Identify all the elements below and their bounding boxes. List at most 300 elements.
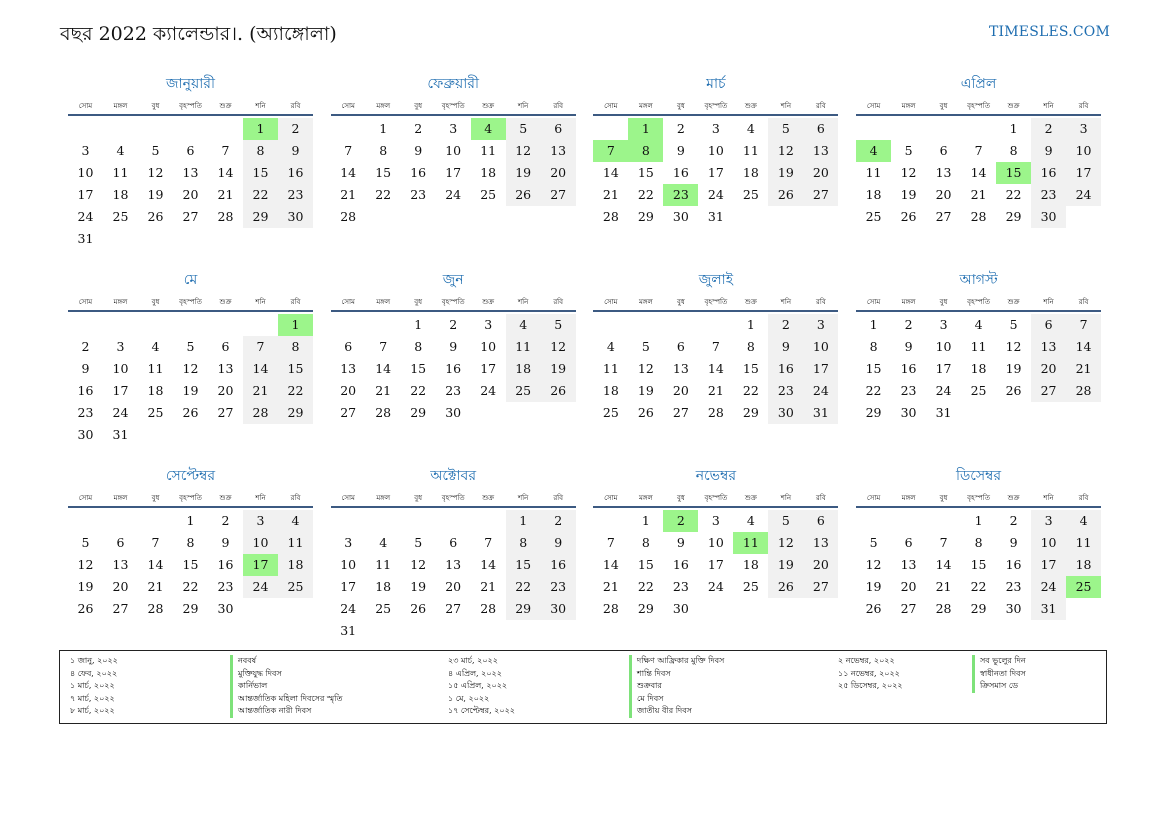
day-cell[interactable]: 5	[414, 535, 423, 550]
day-cell[interactable]: 22	[970, 579, 987, 594]
day-cell[interactable]: 2	[904, 317, 913, 332]
day-cell[interactable]: 10	[112, 361, 129, 376]
day-cell[interactable]: 20	[182, 187, 199, 202]
day-cell[interactable]: 21	[935, 579, 952, 594]
weekend-day-cell[interactable]: 6	[803, 510, 838, 532]
weekend-day-cell[interactable]: 22	[278, 380, 313, 402]
day-cell[interactable]: 27	[182, 209, 199, 224]
day-cell[interactable]: 7	[606, 535, 615, 550]
day-cell[interactable]: 11	[742, 143, 759, 158]
day-cell[interactable]: 12	[182, 361, 199, 376]
weekend-day-cell[interactable]: 5	[541, 314, 576, 336]
holiday-day-cell[interactable]: 4	[856, 140, 891, 162]
day-cell[interactable]: 2	[414, 121, 423, 136]
day-cell[interactable]: 23	[900, 383, 917, 398]
day-cell[interactable]: 2	[1009, 513, 1018, 528]
day-cell[interactable]: 15	[182, 557, 199, 572]
day-cell[interactable]: 13	[445, 557, 462, 572]
weekend-day-cell[interactable]: 13	[803, 532, 838, 554]
weekend-day-cell[interactable]: 27	[803, 576, 838, 598]
day-cell[interactable]: 30	[217, 601, 234, 616]
day-cell[interactable]: 23	[217, 579, 234, 594]
weekend-day-cell[interactable]: 25	[506, 380, 541, 402]
weekend-day-cell[interactable]: 11	[506, 336, 541, 358]
day-cell[interactable]: 20	[935, 187, 952, 202]
day-cell[interactable]: 17	[445, 165, 462, 180]
day-cell[interactable]: 15	[637, 557, 654, 572]
weekend-day-cell[interactable]: 17	[803, 358, 838, 380]
day-cell[interactable]: 21	[147, 579, 164, 594]
day-cell[interactable]: 25	[970, 383, 987, 398]
day-cell[interactable]: 6	[344, 339, 353, 354]
day-cell[interactable]: 26	[182, 405, 199, 420]
day-cell[interactable]: 13	[112, 557, 129, 572]
weekend-day-cell[interactable]: 28	[243, 402, 278, 424]
day-cell[interactable]: 30	[1005, 601, 1022, 616]
day-cell[interactable]: 25	[742, 187, 759, 202]
day-cell[interactable]: 7	[939, 535, 948, 550]
weekend-day-cell[interactable]: 4	[1066, 510, 1101, 532]
weekend-day-cell[interactable]: 10	[243, 532, 278, 554]
day-cell[interactable]: 27	[672, 405, 689, 420]
day-cell[interactable]: 12	[900, 165, 917, 180]
weekend-day-cell[interactable]: 17	[1031, 554, 1066, 576]
day-cell[interactable]: 17	[707, 557, 724, 572]
day-cell[interactable]: 4	[746, 121, 755, 136]
weekend-day-cell[interactable]: 15	[243, 162, 278, 184]
day-cell[interactable]: 16	[217, 557, 234, 572]
day-cell[interactable]: 11	[480, 143, 497, 158]
day-cell[interactable]: 22	[410, 383, 427, 398]
weekend-day-cell[interactable]: 23	[541, 576, 576, 598]
day-cell[interactable]: 10	[935, 339, 952, 354]
day-cell[interactable]: 11	[375, 557, 392, 572]
day-cell[interactable]: 8	[869, 339, 878, 354]
day-cell[interactable]: 16	[410, 165, 427, 180]
weekend-day-cell[interactable]: 5	[506, 118, 541, 140]
weekend-day-cell[interactable]: 29	[506, 598, 541, 620]
weekend-day-cell[interactable]: 26	[506, 184, 541, 206]
day-cell[interactable]: 20	[445, 579, 462, 594]
weekend-day-cell[interactable]: 16	[1031, 162, 1066, 184]
weekend-day-cell[interactable]: 12	[506, 140, 541, 162]
day-cell[interactable]: 16	[1005, 557, 1022, 572]
day-cell[interactable]: 22	[182, 579, 199, 594]
day-cell[interactable]: 14	[375, 361, 392, 376]
day-cell[interactable]: 31	[340, 623, 357, 638]
day-cell[interactable]: 3	[711, 121, 720, 136]
weekend-day-cell[interactable]: 18	[278, 554, 313, 576]
day-cell[interactable]: 21	[480, 579, 497, 594]
day-cell[interactable]: 22	[742, 383, 759, 398]
day-cell[interactable]: 15	[865, 361, 882, 376]
day-cell[interactable]: 14	[147, 557, 164, 572]
weekend-day-cell[interactable]: 2	[278, 118, 313, 140]
weekend-day-cell[interactable]: 28	[1066, 380, 1101, 402]
day-cell[interactable]: 8	[1009, 143, 1018, 158]
weekend-day-cell[interactable]: 20	[541, 162, 576, 184]
day-cell[interactable]: 10	[707, 143, 724, 158]
weekend-day-cell[interactable]: 6	[803, 118, 838, 140]
day-cell[interactable]: 27	[217, 405, 234, 420]
day-cell[interactable]: 14	[217, 165, 234, 180]
day-cell[interactable]: 19	[1005, 361, 1022, 376]
day-cell[interactable]: 6	[116, 535, 125, 550]
day-cell[interactable]: 2	[81, 339, 90, 354]
day-cell[interactable]: 26	[410, 601, 427, 616]
day-cell[interactable]: 24	[707, 579, 724, 594]
day-cell[interactable]: 19	[637, 383, 654, 398]
day-cell[interactable]: 29	[1005, 209, 1022, 224]
day-cell[interactable]: 1	[1009, 121, 1018, 136]
weekend-day-cell[interactable]: 15	[506, 554, 541, 576]
day-cell[interactable]: 3	[81, 143, 90, 158]
day-cell[interactable]: 8	[186, 535, 195, 550]
day-cell[interactable]: 17	[707, 165, 724, 180]
day-cell[interactable]: 28	[602, 209, 619, 224]
day-cell[interactable]: 4	[116, 143, 125, 158]
day-cell[interactable]: 12	[77, 557, 94, 572]
day-cell[interactable]: 3	[484, 317, 493, 332]
day-cell[interactable]: 3	[449, 121, 458, 136]
day-cell[interactable]: 12	[637, 361, 654, 376]
day-cell[interactable]: 20	[672, 383, 689, 398]
weekend-day-cell[interactable]: 13	[1031, 336, 1066, 358]
day-cell[interactable]: 4	[151, 339, 160, 354]
weekend-day-cell[interactable]: 16	[768, 358, 803, 380]
holiday-day-cell[interactable]: 2	[663, 510, 698, 532]
day-cell[interactable]: 1	[379, 121, 388, 136]
holiday-day-cell[interactable]: 17	[243, 554, 278, 576]
weekend-day-cell[interactable]: 19	[768, 554, 803, 576]
day-cell[interactable]: 9	[221, 535, 230, 550]
weekend-day-cell[interactable]: 8	[243, 140, 278, 162]
day-cell[interactable]: 9	[676, 143, 685, 158]
holiday-day-cell[interactable]: 1	[243, 118, 278, 140]
holiday-day-cell[interactable]: 7	[593, 140, 628, 162]
day-cell[interactable]: 7	[344, 143, 353, 158]
weekend-day-cell[interactable]: 3	[803, 314, 838, 336]
day-cell[interactable]: 9	[449, 339, 458, 354]
day-cell[interactable]: 8	[746, 339, 755, 354]
day-cell[interactable]: 23	[1005, 579, 1022, 594]
day-cell[interactable]: 7	[974, 143, 983, 158]
day-cell[interactable]: 15	[375, 165, 392, 180]
weekend-day-cell[interactable]: 3	[1031, 510, 1066, 532]
day-cell[interactable]: 30	[77, 427, 94, 442]
weekend-day-cell[interactable]: 27	[1031, 380, 1066, 402]
weekend-day-cell[interactable]: 18	[1066, 554, 1101, 576]
weekend-day-cell[interactable]: 11	[278, 532, 313, 554]
day-cell[interactable]: 8	[641, 535, 650, 550]
weekend-day-cell[interactable]: 12	[768, 140, 803, 162]
day-cell[interactable]: 14	[602, 557, 619, 572]
day-cell[interactable]: 4	[606, 339, 615, 354]
day-cell[interactable]: 25	[112, 209, 129, 224]
day-cell[interactable]: 2	[449, 317, 458, 332]
day-cell[interactable]: 7	[221, 143, 230, 158]
day-cell[interactable]: 12	[147, 165, 164, 180]
weekend-day-cell[interactable]: 9	[541, 532, 576, 554]
day-cell[interactable]: 31	[112, 427, 129, 442]
weekend-day-cell[interactable]: 4	[506, 314, 541, 336]
weekend-day-cell[interactable]: 2	[541, 510, 576, 532]
day-cell[interactable]: 24	[112, 405, 129, 420]
weekend-day-cell[interactable]: 22	[243, 184, 278, 206]
day-cell[interactable]: 10	[480, 339, 497, 354]
day-cell[interactable]: 11	[112, 165, 129, 180]
day-cell[interactable]: 10	[445, 143, 462, 158]
day-cell[interactable]: 6	[186, 143, 195, 158]
day-cell[interactable]: 16	[672, 557, 689, 572]
day-cell[interactable]: 9	[1009, 535, 1018, 550]
day-cell[interactable]: 1	[186, 513, 195, 528]
day-cell[interactable]: 27	[340, 405, 357, 420]
day-cell[interactable]: 22	[375, 187, 392, 202]
holiday-day-cell[interactable]: 1	[278, 314, 313, 336]
weekend-day-cell[interactable]: 24	[803, 380, 838, 402]
day-cell[interactable]: 23	[410, 187, 427, 202]
day-cell[interactable]: 5	[1009, 317, 1018, 332]
holiday-day-cell[interactable]: 8	[628, 140, 663, 162]
day-cell[interactable]: 15	[410, 361, 427, 376]
day-cell[interactable]: 20	[900, 579, 917, 594]
weekend-day-cell[interactable]: 17	[1066, 162, 1101, 184]
weekend-day-cell[interactable]: 13	[541, 140, 576, 162]
day-cell[interactable]: 25	[742, 579, 759, 594]
day-cell[interactable]: 6	[221, 339, 230, 354]
day-cell[interactable]: 28	[375, 405, 392, 420]
day-cell[interactable]: 10	[77, 165, 94, 180]
day-cell[interactable]: 31	[77, 231, 94, 246]
weekend-day-cell[interactable]: 8	[278, 336, 313, 358]
day-cell[interactable]: 28	[935, 601, 952, 616]
weekend-day-cell[interactable]: 19	[506, 162, 541, 184]
day-cell[interactable]: 28	[707, 405, 724, 420]
weekend-day-cell[interactable]: 27	[541, 184, 576, 206]
day-cell[interactable]: 25	[865, 209, 882, 224]
weekend-day-cell[interactable]: 20	[1031, 358, 1066, 380]
weekend-day-cell[interactable]: 21	[243, 380, 278, 402]
day-cell[interactable]: 18	[375, 579, 392, 594]
weekend-day-cell[interactable]: 19	[768, 162, 803, 184]
day-cell[interactable]: 3	[116, 339, 125, 354]
weekend-day-cell[interactable]: 14	[243, 358, 278, 380]
day-cell[interactable]: 21	[340, 187, 357, 202]
day-cell[interactable]: 5	[151, 143, 160, 158]
day-cell[interactable]: 7	[379, 339, 388, 354]
day-cell[interactable]: 9	[676, 535, 685, 550]
day-cell[interactable]: 16	[77, 383, 94, 398]
day-cell[interactable]: 17	[935, 361, 952, 376]
day-cell[interactable]: 4	[379, 535, 388, 550]
day-cell[interactable]: 24	[445, 187, 462, 202]
day-cell[interactable]: 18	[742, 165, 759, 180]
day-cell[interactable]: 6	[449, 535, 458, 550]
day-cell[interactable]: 19	[147, 187, 164, 202]
weekend-day-cell[interactable]: 13	[803, 140, 838, 162]
day-cell[interactable]: 18	[865, 187, 882, 202]
day-cell[interactable]: 1	[974, 513, 983, 528]
day-cell[interactable]: 19	[77, 579, 94, 594]
day-cell[interactable]: 20	[340, 383, 357, 398]
day-cell[interactable]: 12	[1005, 339, 1022, 354]
holiday-day-cell[interactable]: 11	[733, 532, 768, 554]
weekend-day-cell[interactable]: 16	[541, 554, 576, 576]
day-cell[interactable]: 8	[414, 339, 423, 354]
day-cell[interactable]: 8	[974, 535, 983, 550]
day-cell[interactable]: 29	[637, 601, 654, 616]
day-cell[interactable]: 28	[480, 601, 497, 616]
day-cell[interactable]: 20	[112, 579, 129, 594]
day-cell[interactable]: 4	[746, 513, 755, 528]
day-cell[interactable]: 24	[707, 187, 724, 202]
day-cell[interactable]: 14	[602, 165, 619, 180]
day-cell[interactable]: 10	[340, 557, 357, 572]
weekend-day-cell[interactable]: 10	[1031, 532, 1066, 554]
day-cell[interactable]: 7	[151, 535, 160, 550]
day-cell[interactable]: 1	[414, 317, 423, 332]
weekend-day-cell[interactable]: 23	[768, 380, 803, 402]
day-cell[interactable]: 1	[869, 317, 878, 332]
weekend-day-cell[interactable]: 14	[1066, 336, 1101, 358]
weekend-day-cell[interactable]: 24	[243, 576, 278, 598]
day-cell[interactable]: 13	[935, 165, 952, 180]
day-cell[interactable]: 13	[182, 165, 199, 180]
weekend-day-cell[interactable]: 31	[803, 402, 838, 424]
holiday-day-cell[interactable]: 1	[628, 118, 663, 140]
day-cell[interactable]: 25	[147, 405, 164, 420]
day-cell[interactable]: 24	[340, 601, 357, 616]
day-cell[interactable]: 2	[221, 513, 230, 528]
day-cell[interactable]: 24	[480, 383, 497, 398]
day-cell[interactable]: 6	[676, 339, 685, 354]
weekend-day-cell[interactable]: 8	[506, 532, 541, 554]
weekend-day-cell[interactable]: 10	[1066, 140, 1101, 162]
day-cell[interactable]: 17	[480, 361, 497, 376]
weekend-day-cell[interactable]: 24	[1066, 184, 1101, 206]
day-cell[interactable]: 21	[602, 187, 619, 202]
weekend-day-cell[interactable]: 6	[541, 118, 576, 140]
day-cell[interactable]: 21	[375, 383, 392, 398]
day-cell[interactable]: 24	[935, 383, 952, 398]
weekend-day-cell[interactable]: 11	[1066, 532, 1101, 554]
weekend-day-cell[interactable]: 19	[541, 358, 576, 380]
day-cell[interactable]: 14	[340, 165, 357, 180]
day-cell[interactable]: 22	[637, 579, 654, 594]
day-cell[interactable]: 19	[900, 187, 917, 202]
weekend-day-cell[interactable]: 31	[1031, 598, 1066, 620]
weekend-day-cell[interactable]: 2	[1031, 118, 1066, 140]
day-cell[interactable]: 29	[865, 405, 882, 420]
weekend-day-cell[interactable]: 5	[768, 118, 803, 140]
day-cell[interactable]: 25	[375, 601, 392, 616]
holiday-day-cell[interactable]: 25	[1066, 576, 1101, 598]
weekend-day-cell[interactable]: 7	[1066, 314, 1101, 336]
day-cell[interactable]: 8	[379, 143, 388, 158]
day-cell[interactable]: 21	[707, 383, 724, 398]
day-cell[interactable]: 18	[602, 383, 619, 398]
day-cell[interactable]: 27	[445, 601, 462, 616]
day-cell[interactable]: 21	[970, 187, 987, 202]
day-cell[interactable]: 13	[217, 361, 234, 376]
day-cell[interactable]: 29	[410, 405, 427, 420]
day-cell[interactable]: 3	[344, 535, 353, 550]
day-cell[interactable]: 29	[742, 405, 759, 420]
day-cell[interactable]: 7	[484, 535, 493, 550]
day-cell[interactable]: 11	[865, 165, 882, 180]
day-cell[interactable]: 28	[147, 601, 164, 616]
weekend-day-cell[interactable]: 2	[768, 314, 803, 336]
holiday-day-cell[interactable]: 23	[663, 184, 698, 206]
weekend-day-cell[interactable]: 6	[1031, 314, 1066, 336]
weekend-day-cell[interactable]: 21	[1066, 358, 1101, 380]
day-cell[interactable]: 27	[935, 209, 952, 224]
day-cell[interactable]: 13	[672, 361, 689, 376]
day-cell[interactable]: 6	[904, 535, 913, 550]
weekend-day-cell[interactable]: 29	[243, 206, 278, 228]
weekend-day-cell[interactable]: 24	[1031, 576, 1066, 598]
day-cell[interactable]: 28	[602, 601, 619, 616]
day-cell[interactable]: 16	[445, 361, 462, 376]
day-cell[interactable]: 15	[970, 557, 987, 572]
weekend-day-cell[interactable]: 30	[1031, 206, 1066, 228]
weekend-day-cell[interactable]: 16	[278, 162, 313, 184]
day-cell[interactable]: 26	[900, 209, 917, 224]
day-cell[interactable]: 26	[865, 601, 882, 616]
day-cell[interactable]: 26	[147, 209, 164, 224]
weekend-day-cell[interactable]: 25	[278, 576, 313, 598]
day-cell[interactable]: 27	[112, 601, 129, 616]
day-cell[interactable]: 16	[900, 361, 917, 376]
day-cell[interactable]: 23	[445, 383, 462, 398]
weekend-day-cell[interactable]: 22	[506, 576, 541, 598]
day-cell[interactable]: 31	[935, 405, 952, 420]
holiday-day-cell[interactable]: 4	[471, 118, 506, 140]
weekend-day-cell[interactable]: 30	[278, 206, 313, 228]
day-cell[interactable]: 30	[672, 601, 689, 616]
day-cell[interactable]: 10	[707, 535, 724, 550]
weekend-day-cell[interactable]: 26	[541, 380, 576, 402]
day-cell[interactable]: 11	[970, 339, 987, 354]
weekend-day-cell[interactable]: 12	[541, 336, 576, 358]
weekend-day-cell[interactable]: 20	[803, 162, 838, 184]
weekend-day-cell[interactable]: 1	[506, 510, 541, 532]
day-cell[interactable]: 2	[676, 121, 685, 136]
day-cell[interactable]: 4	[974, 317, 983, 332]
day-cell[interactable]: 30	[445, 405, 462, 420]
day-cell[interactable]: 22	[637, 187, 654, 202]
day-cell[interactable]: 31	[707, 209, 724, 224]
holiday-day-cell[interactable]: 15	[996, 162, 1031, 184]
weekend-day-cell[interactable]: 23	[278, 184, 313, 206]
day-cell[interactable]: 13	[900, 557, 917, 572]
weekend-day-cell[interactable]: 29	[278, 402, 313, 424]
weekend-day-cell[interactable]: 26	[768, 184, 803, 206]
day-cell[interactable]: 5	[869, 535, 878, 550]
day-cell[interactable]: 14	[970, 165, 987, 180]
day-cell[interactable]: 25	[602, 405, 619, 420]
day-cell[interactable]: 28	[217, 209, 234, 224]
day-cell[interactable]: 30	[900, 405, 917, 420]
day-cell[interactable]: 18	[742, 557, 759, 572]
weekend-day-cell[interactable]: 10	[803, 336, 838, 358]
day-cell[interactable]: 18	[970, 361, 987, 376]
weekend-day-cell[interactable]: 23	[1031, 184, 1066, 206]
day-cell[interactable]: 13	[340, 361, 357, 376]
day-cell[interactable]: 9	[904, 339, 913, 354]
day-cell[interactable]: 1	[641, 513, 650, 528]
